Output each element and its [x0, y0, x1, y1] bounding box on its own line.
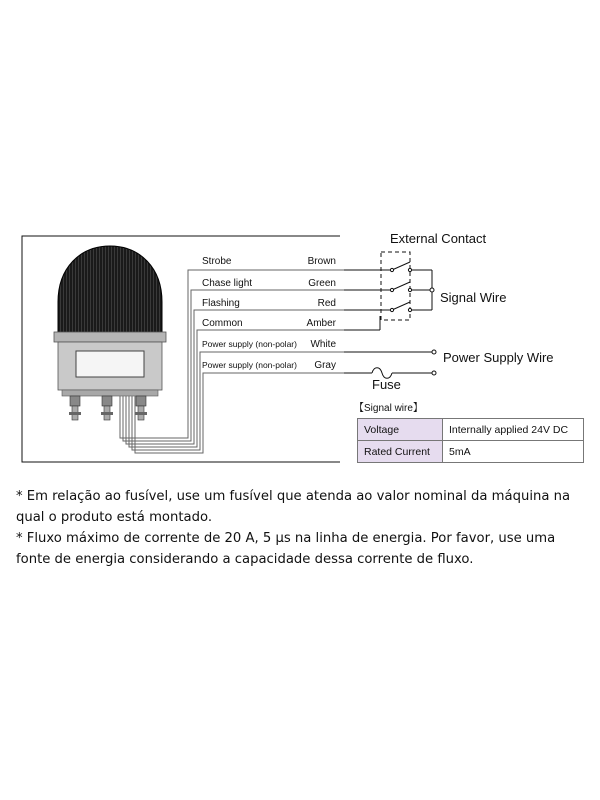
external-contact-label: External Contact — [390, 231, 487, 246]
wire-color-brown: Brown — [307, 256, 336, 267]
terminal-middle — [101, 396, 113, 420]
wire-color-red: Red — [317, 298, 336, 309]
terminal-power-1 — [432, 350, 436, 354]
wire-label-flashing: Flashing — [202, 298, 240, 309]
terminal-signal — [430, 288, 434, 292]
wire-color-green: Green — [308, 278, 336, 289]
wire-label-power-supply-1: Power supply (non-polar) — [202, 339, 297, 349]
signal-wire-spec-table — [357, 418, 584, 463]
power-supply-wire-label: Power Supply Wire — [443, 350, 554, 365]
table-row — [358, 419, 584, 441]
external-wiring — [344, 270, 432, 373]
wire-label-power-supply-2: Power supply (non-polar) — [202, 360, 297, 370]
wire-label-chase-light: Chase light — [202, 278, 253, 289]
spec-key-rated-current: Rated Current — [358, 441, 443, 463]
signal-wire-label: Signal Wire — [440, 290, 507, 305]
spec-key-voltage: Voltage — [358, 419, 443, 441]
signal-wire-table-title: 【Signal wire】 — [354, 403, 423, 414]
spec-value-voltage: Internally applied 24V DC — [443, 419, 584, 441]
wire-label-common: Common — [202, 318, 243, 329]
wire-color-gray: Gray — [314, 360, 336, 371]
tower-lamp — [54, 246, 166, 420]
terminal-left — [69, 396, 81, 420]
wire-label-strobe: Strobe — [202, 256, 232, 267]
contact-switches — [390, 262, 411, 312]
fuse-label: Fuse — [372, 377, 401, 392]
spec-value-rated-current: 5mA — [443, 441, 584, 463]
table-row — [358, 441, 584, 463]
terminal-power-2 — [432, 371, 436, 375]
note-inrush-current: * Fluxo máximo de corrente de 20 A, 5 µs na linha de energia. Por favor, use uma fonte de energia considerando a capacidade dessa corrente de fluxo. — [16, 531, 556, 567]
wire-color-white: White — [310, 339, 336, 350]
wire-color-amber: Amber — [306, 318, 336, 329]
notes — [16, 486, 588, 570]
terminal-right — [135, 396, 147, 420]
note-fuse: * Em relação ao fusível, use um fusível que atenda ao valor nominal da máquina na qual o produto está montado. — [16, 489, 571, 525]
